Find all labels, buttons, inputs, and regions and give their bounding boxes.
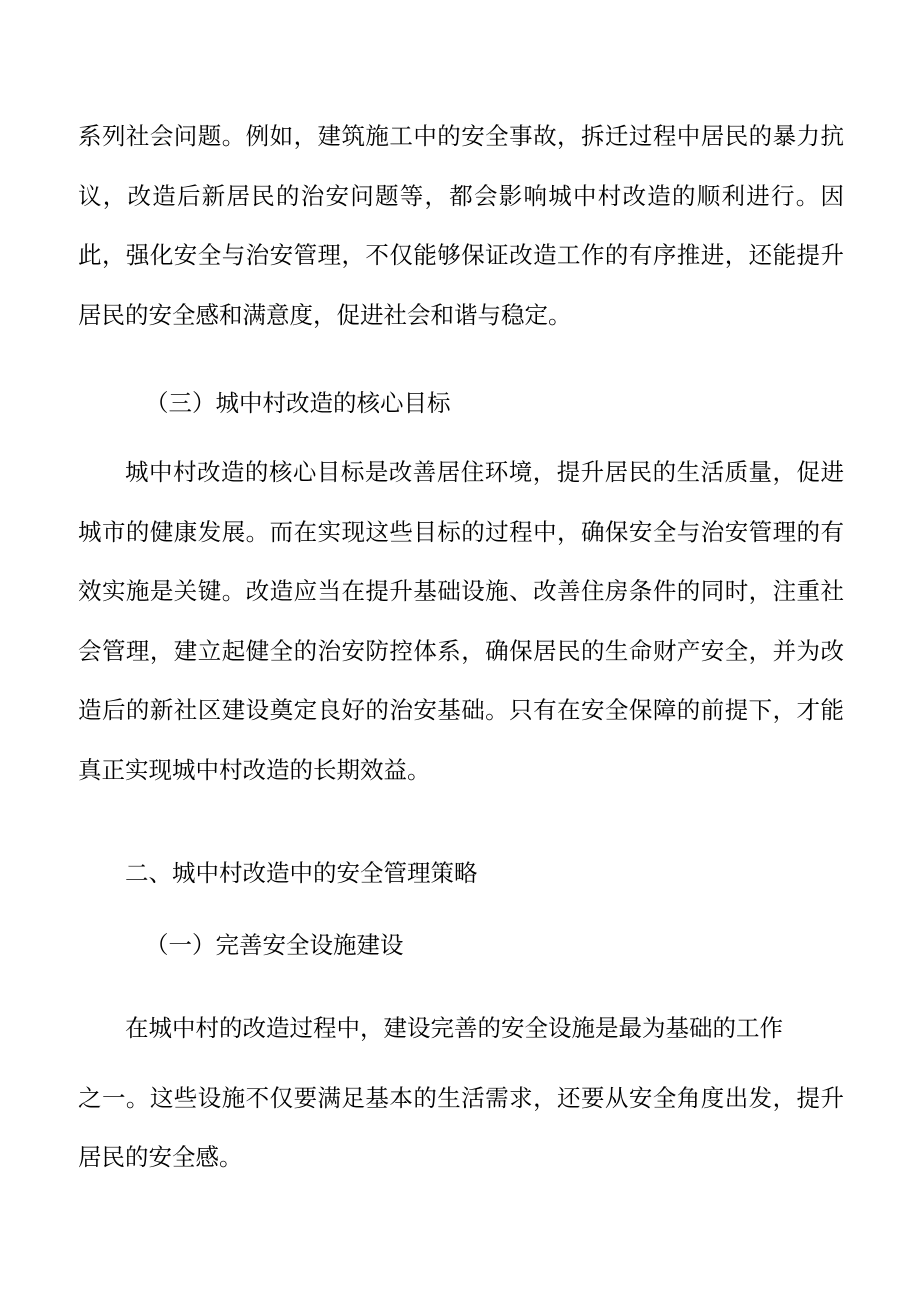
chapter-heading-safety-strategy: 二、城中村改造中的安全管理策略 <box>125 859 478 887</box>
section-heading-core-goals: （三）城中村改造的核心目标 <box>145 389 451 417</box>
paragraph-safety-issues: 系列社会问题。例如，建筑施工中的安全事故，拆迁过程中居民的暴力抗议，改造后新居民的治安问题等，都会影响城中村改造的顺利进行。因此，强化安全与治安管理，不仅能够保证改造工作的有序推进，还能提升居民的安全感和满意度，促进社会和谐与稳定。 <box>78 122 844 329</box>
paragraph-safety-facilities-continued: 之一。这些设施不仅要满足基本的生活需求，还要从安全角度出发，提升居民的安全感。 <box>78 1084 844 1171</box>
paragraph-safety-facilities-first-line: 在城中村的改造过程中，建设完善的安全设施是最为基础的工作 <box>125 1014 783 1042</box>
section-heading-safety-facilities: （一）完善安全设施建设 <box>145 931 404 959</box>
paragraph-core-goals: 城中村改造的核心目标是改善居住环境，提升居民的生活质量，促进城市的健康发展。而在实现这些目标的过程中，确保安全与治安管理的有效实施是关键。改造应当在提升基础设施、改善住房条件的同时，注重社会管理，建立起健全的治安防控体系，确保居民的生命财产安全，并为改造后的新社区建设奠定良好的治安基础。只有在安全保障的前提下，才能真正实现城中村改造的长期效益。 <box>78 458 844 784</box>
